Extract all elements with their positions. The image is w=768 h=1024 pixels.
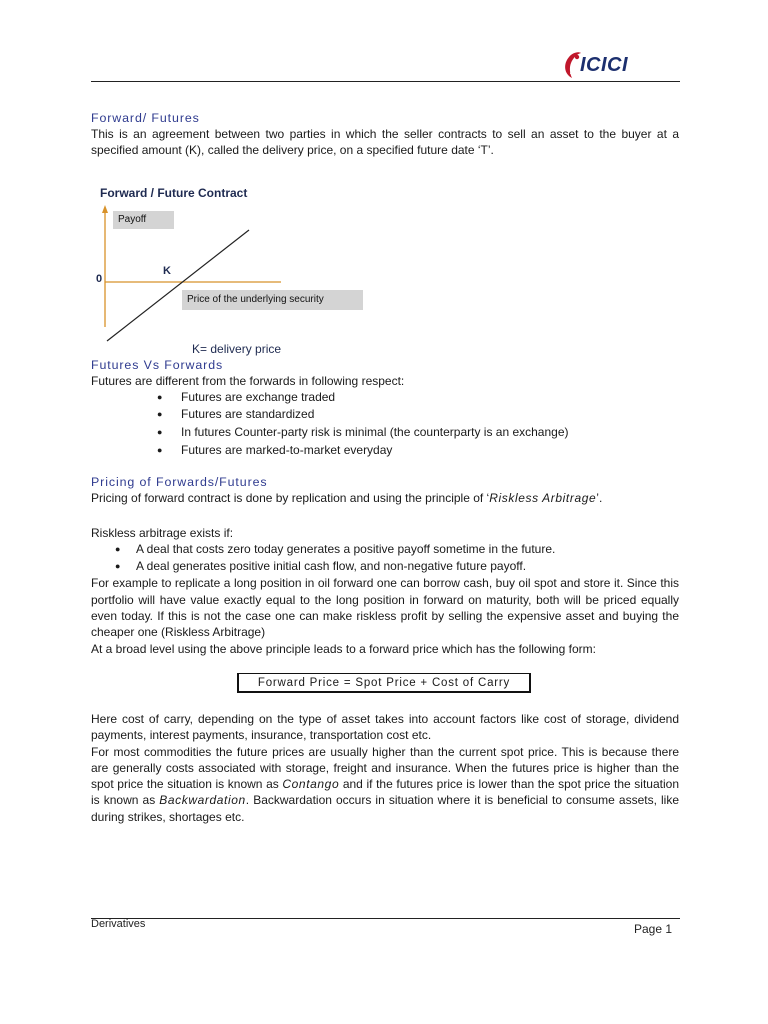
heading-forward-futures: Forward/ Futures	[91, 111, 200, 125]
header-rule	[91, 81, 680, 82]
riskless-arbitrage-label: Riskless arbitrage exists if:	[91, 525, 234, 540]
pricing-intro-end: ’.	[596, 491, 603, 506]
list-item: ● Futures are standardized	[91, 406, 679, 424]
paragraph-cost-of-carry: Here cost of carry, depending on the type of asset takes into account factors like cost of storage, dividend payments, interest payments, insurance, transportation cost etc.	[91, 711, 679, 743]
delivery-price-caption: K= delivery price	[192, 341, 282, 356]
list-item: ● A deal that costs zero today generates a positive payoff sometime in the future.	[91, 541, 679, 558]
list-item: ● Futures are marked-to-market everyday	[91, 442, 679, 460]
heading-pricing: Pricing of Forwards/Futures	[91, 475, 268, 490]
paragraph-broad-level: At a broad level using the above principle leads to a forward price which has the following form:	[91, 641, 596, 656]
footer-title: Derivatives	[91, 918, 146, 930]
contango-term: Contango	[282, 777, 340, 792]
logo-text: ICICI	[580, 54, 629, 76]
heading-futures-vs-forwards: Futures Vs Forwards	[91, 357, 224, 372]
riskless-arbitrage-term: Riskless Arbitrage	[489, 491, 597, 506]
formula-container	[91, 673, 679, 695]
paragraph-oil-example: For example to replicate a long position in oil forward one can borrow cash, buy oil spot and store it. Since this portfolio will have value exactly equal to the long position in forward on maturity, both will be priced equally even today. If this is not the case one can make riskless profit by selling the expensive asset and buying the cheaper one (Riskless Arbitrage)	[91, 576, 679, 640]
payoff-line	[107, 230, 249, 341]
footer-rule	[91, 918, 680, 919]
futures-differences-list	[91, 389, 679, 459]
paragraph-pricing-intro	[91, 490, 679, 506]
list-item: ● A deal generates positive initial cash flow, and non-negative future payoff.	[91, 558, 679, 575]
forward-contract-figure	[92, 175, 372, 358]
commodities-text-2: and if the futures price is lower than the spot price the situation is known as	[91, 777, 680, 808]
backwardation-term: Backwardation	[159, 793, 246, 808]
figure-title: Forward / Future Contract	[100, 185, 248, 200]
list-item: ● Futures are exchange traded	[91, 389, 679, 407]
riskless-conditions-list	[91, 541, 679, 576]
list-item: ● In futures Counter-party risk is minimal (the counterparty is an exchange)	[91, 424, 679, 442]
zero-label: 0	[96, 272, 103, 285]
pricing-intro-text: Pricing of forward contract is done by replication and using the principle of ‘	[91, 491, 490, 506]
paragraph-commodities	[91, 744, 679, 825]
paragraph-futures-intro: Futures are different from the forwards in following respect:	[91, 373, 405, 388]
page-number: Page 1	[634, 922, 673, 936]
k-label: K	[163, 264, 171, 277]
paragraph-forward-definition: This is an agreement between two parties in which the seller contracts to sell an asset to the buyer at a specified amount (K), called the delivery price, on a specified future date ‘T’.	[91, 127, 679, 158]
payoff-label: Payoff	[113, 211, 174, 229]
commodities-text-3: . Backwardation occurs in situation where it is beneficial to consume assets, like during strikes, shortages etc.	[91, 793, 679, 824]
forward-price-formula: Forward Price = Spot Price + Cost of Carry	[237, 673, 531, 693]
main-content	[91, 111, 679, 825]
axis-arrow-icon	[102, 205, 108, 213]
icici-logo	[560, 50, 660, 80]
commodities-text-1: For most commodities the future prices are usually higher than the current spot price. This is because there are generally costs associated with storage, freight and insurance. When the futures price is higher than the spot price the situation is known as	[91, 744, 679, 792]
price-underlying-label: Price of the underlying security	[182, 290, 363, 310]
payoff-diagram	[92, 175, 372, 358]
